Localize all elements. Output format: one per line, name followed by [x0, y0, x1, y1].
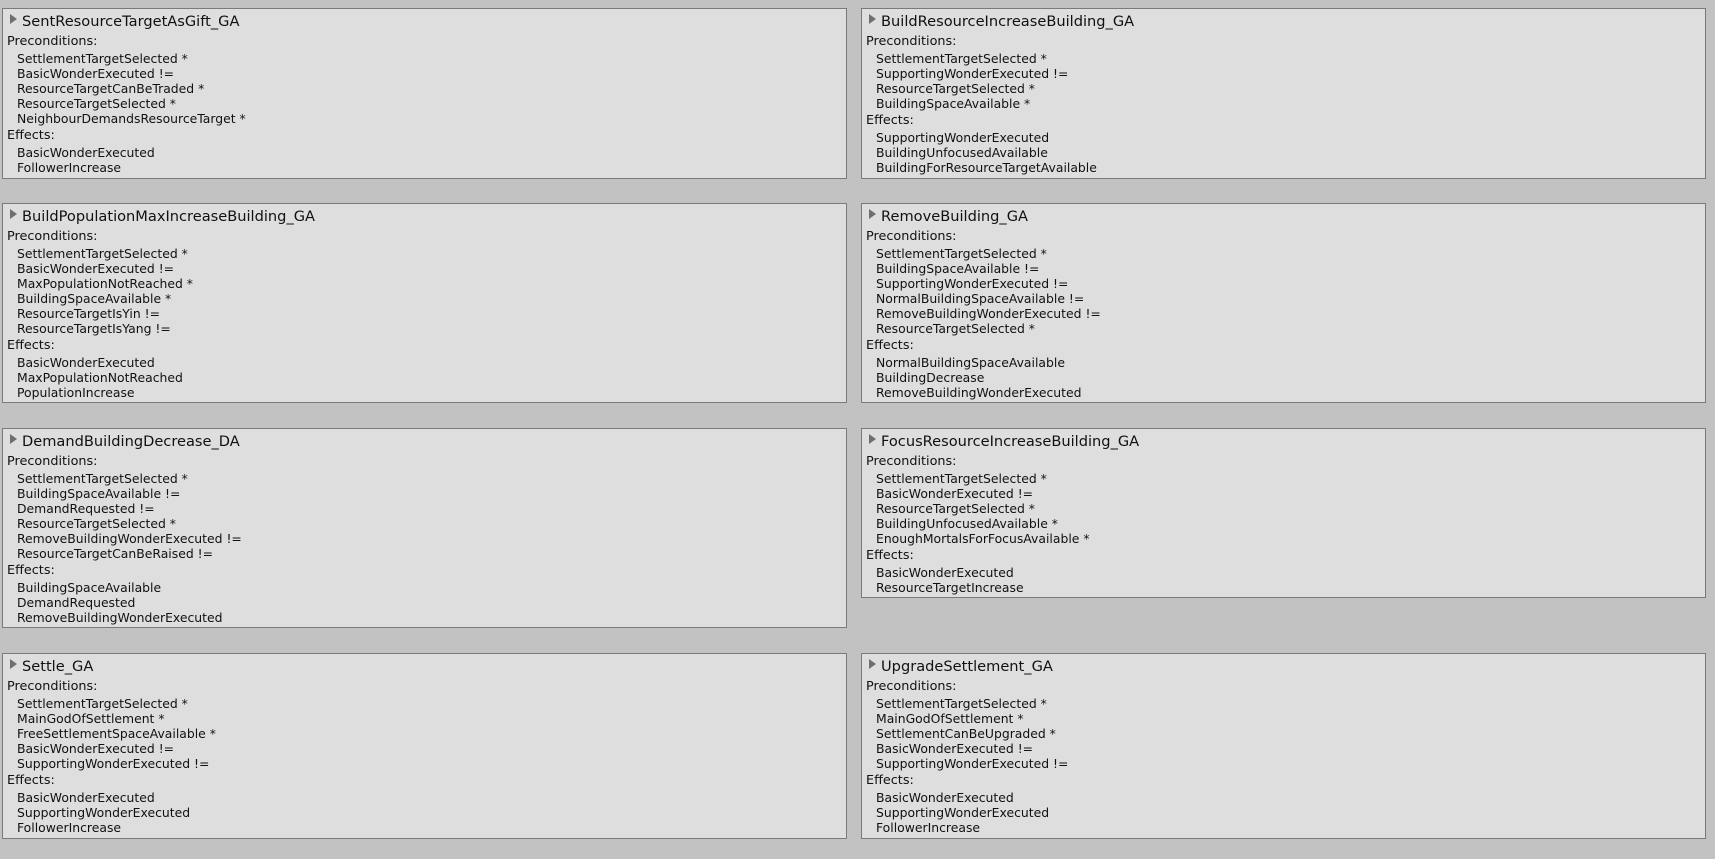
- precondition-item: ResourceTargetCanBeRaised !=: [17, 546, 213, 561]
- precondition-item: MainGodOfSettlement *: [876, 711, 1024, 726]
- expand-triangle-icon[interactable]: [10, 434, 17, 444]
- effect-item: RemoveBuildingWonderExecuted: [876, 385, 1082, 400]
- precondition-item: ResourceTargetIsYin !=: [17, 306, 160, 321]
- precondition-item: BuildingSpaceAvailable !=: [17, 486, 181, 501]
- effects-label: Effects:: [7, 128, 55, 143]
- effect-item: BuildingSpaceAvailable: [17, 580, 162, 595]
- precondition-item: SettlementTargetSelected *: [876, 246, 1047, 261]
- action-panel-settle-ga: [2, 653, 847, 839]
- precondition-item: RemoveBuildingWonderExecuted !=: [876, 306, 1101, 321]
- precondition-item: SupportingWonderExecuted !=: [876, 276, 1069, 291]
- panel-body: [866, 229, 1701, 400]
- precondition-item: ResourceTargetSelected *: [876, 321, 1036, 336]
- precondition-item: BuildingSpaceAvailable !=: [876, 261, 1040, 276]
- expand-triangle-icon[interactable]: [869, 209, 876, 219]
- panel-header[interactable]: [10, 658, 93, 675]
- preconditions-label: Preconditions:: [7, 679, 98, 694]
- effect-item: SupportingWonderExecuted: [876, 130, 1050, 145]
- precondition-item: ResourceTargetSelected *: [876, 501, 1036, 516]
- action-panel-sent-resource-target-as-gift-ga: [2, 8, 847, 179]
- panel-body: [866, 679, 1701, 835]
- precondition-item: SettlementTargetSelected *: [876, 51, 1047, 66]
- panel-header[interactable]: [869, 208, 1028, 225]
- effect-item: DemandRequested: [17, 595, 136, 610]
- effect-item: BasicWonderExecuted: [17, 790, 155, 805]
- precondition-item: RemoveBuildingWonderExecuted !=: [17, 531, 242, 546]
- expand-triangle-icon[interactable]: [10, 209, 17, 219]
- panel-title: RemoveBuilding_GA: [881, 208, 1029, 225]
- panel-title: BuildPopulationMaxIncreaseBuilding_GA: [22, 208, 316, 225]
- precondition-item: SettlementTargetSelected *: [17, 51, 188, 66]
- effect-item: MaxPopulationNotReached: [17, 370, 183, 385]
- effects-label: Effects:: [866, 113, 914, 128]
- precondition-item: BasicWonderExecuted !=: [17, 261, 175, 276]
- effects-label: Effects:: [7, 338, 55, 353]
- precondition-item: NormalBuildingSpaceAvailable !=: [876, 291, 1085, 306]
- precondition-item: SupportingWonderExecuted !=: [17, 756, 210, 771]
- panel-header[interactable]: [10, 13, 239, 30]
- precondition-item: BuildingUnfocusedAvailable *: [876, 516, 1058, 531]
- effect-item: SupportingWonderExecuted: [876, 805, 1050, 820]
- effect-item: BasicWonderExecuted: [876, 565, 1014, 580]
- panel-header[interactable]: [869, 13, 1134, 30]
- effect-item: BuildingDecrease: [876, 370, 985, 385]
- effects-label: Effects:: [7, 773, 55, 788]
- precondition-item: SettlementTargetSelected *: [876, 696, 1047, 711]
- panel-title: BuildResourceIncreaseBuilding_GA: [881, 13, 1135, 30]
- effect-item: NormalBuildingSpaceAvailable: [876, 355, 1065, 370]
- effect-item: ResourceTargetIncrease: [876, 580, 1024, 595]
- action-panel-remove-building-ga: [861, 203, 1706, 403]
- expand-triangle-icon[interactable]: [10, 659, 17, 669]
- precondition-item: BasicWonderExecuted !=: [876, 486, 1034, 501]
- precondition-item: ResourceTargetSelected *: [876, 81, 1036, 96]
- precondition-item: ResourceTargetIsYang !=: [17, 321, 171, 336]
- panel-header[interactable]: [869, 433, 1139, 450]
- panel-header[interactable]: [10, 208, 315, 225]
- precondition-item: ResourceTargetCanBeTraded *: [17, 81, 205, 96]
- preconditions-label: Preconditions:: [866, 34, 957, 49]
- effect-item: BasicWonderExecuted: [17, 145, 155, 160]
- panel-header[interactable]: [869, 658, 1053, 675]
- panel-title: SentResourceTargetAsGift_GA: [22, 13, 240, 30]
- precondition-item: ResourceTargetSelected *: [17, 516, 177, 531]
- panel-title: UpgradeSettlement_GA: [881, 658, 1053, 675]
- precondition-item: SettlementCanBeUpgraded *: [876, 726, 1056, 741]
- action-panel-focus-resource-increase-building-ga: [861, 428, 1706, 598]
- preconditions-label: Preconditions:: [7, 34, 98, 49]
- panel-body: [866, 454, 1701, 595]
- preconditions-label: Preconditions:: [866, 454, 957, 469]
- precondition-item: SettlementTargetSelected *: [17, 471, 188, 486]
- precondition-item: MaxPopulationNotReached *: [17, 276, 193, 291]
- action-panel-build-population-max-increase-building-ga: [2, 203, 847, 403]
- precondition-item: BuildingSpaceAvailable *: [17, 291, 172, 306]
- precondition-item: NeighbourDemandsResourceTarget *: [17, 111, 246, 126]
- action-panel-build-resource-increase-building-ga: [861, 8, 1706, 179]
- panel-title: FocusResourceIncreaseBuilding_GA: [881, 433, 1140, 450]
- panel-title: DemandBuildingDecrease_DA: [22, 433, 240, 450]
- precondition-item: EnoughMortalsForFocusAvailable *: [876, 531, 1090, 546]
- expand-triangle-icon[interactable]: [869, 434, 876, 444]
- precondition-item: ResourceTargetSelected *: [17, 96, 177, 111]
- panel-body: [7, 679, 842, 835]
- expand-triangle-icon[interactable]: [10, 14, 17, 24]
- precondition-item: BasicWonderExecuted !=: [17, 66, 175, 81]
- panel-body: [7, 34, 842, 175]
- precondition-item: SupportingWonderExecuted !=: [876, 756, 1069, 771]
- preconditions-label: Preconditions:: [7, 229, 98, 244]
- effect-item: BuildingUnfocusedAvailable: [876, 145, 1048, 160]
- effect-item: PopulationIncrease: [17, 385, 135, 400]
- precondition-item: SettlementTargetSelected *: [17, 696, 188, 711]
- precondition-item: BuildingSpaceAvailable *: [876, 96, 1031, 111]
- effect-item: SupportingWonderExecuted: [17, 805, 191, 820]
- expand-triangle-icon[interactable]: [869, 14, 876, 24]
- panel-header[interactable]: [10, 433, 240, 450]
- precondition-item: SupportingWonderExecuted !=: [876, 66, 1069, 81]
- effect-item: RemoveBuildingWonderExecuted: [17, 610, 223, 625]
- preconditions-label: Preconditions:: [866, 229, 957, 244]
- panel-title: Settle_GA: [22, 658, 94, 675]
- effect-item: BuildingForResourceTargetAvailable: [876, 160, 1097, 175]
- effect-item: BasicWonderExecuted: [876, 790, 1014, 805]
- precondition-item: MainGodOfSettlement *: [17, 711, 165, 726]
- effects-label: Effects:: [866, 773, 914, 788]
- effect-item: FollowerIncrease: [17, 160, 122, 175]
- precondition-item: SettlementTargetSelected *: [876, 471, 1047, 486]
- preconditions-label: Preconditions:: [866, 679, 957, 694]
- effect-item: BasicWonderExecuted: [17, 355, 155, 370]
- preconditions-label: Preconditions:: [7, 454, 98, 469]
- effects-label: Effects:: [866, 548, 914, 563]
- precondition-item: DemandRequested !=: [17, 501, 155, 516]
- effects-label: Effects:: [7, 563, 55, 578]
- panel-body: [7, 229, 842, 400]
- panel-body: [866, 34, 1701, 175]
- effects-label: Effects:: [866, 338, 914, 353]
- precondition-item: FreeSettlementSpaceAvailable *: [17, 726, 216, 741]
- action-panel-upgrade-settlement-ga: [861, 653, 1706, 839]
- precondition-item: SettlementTargetSelected *: [17, 246, 188, 261]
- effect-item: FollowerIncrease: [876, 820, 981, 835]
- precondition-item: BasicWonderExecuted !=: [17, 741, 175, 756]
- effect-item: FollowerIncrease: [17, 820, 122, 835]
- panel-body: [7, 454, 842, 625]
- action-panel-demand-building-decrease-da: [2, 428, 847, 628]
- expand-triangle-icon[interactable]: [869, 659, 876, 669]
- precondition-item: BasicWonderExecuted !=: [876, 741, 1034, 756]
